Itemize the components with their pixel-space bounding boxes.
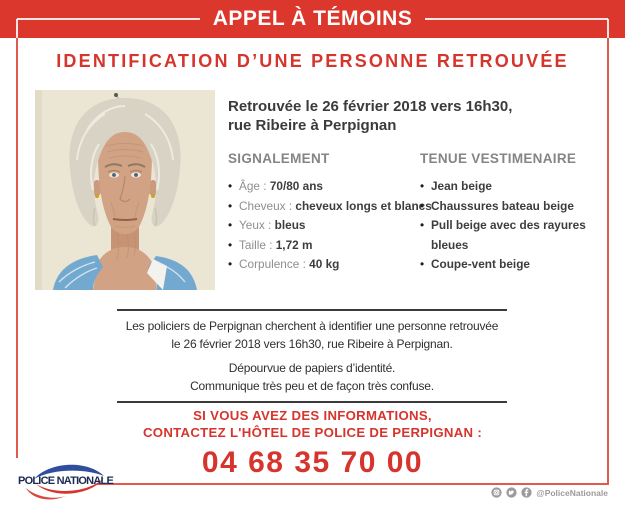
poster-title: IDENTIFICATION D’UNE PERSONNE RETROUVÉE — [56, 51, 569, 71]
signalement-list — [228, 177, 432, 275]
notice-line: le 26 février 2018 vers 16h30, rue Ribeire à Perpignan. — [171, 337, 453, 351]
list-item-pull — [420, 216, 594, 255]
item-label: Âge : — [239, 179, 267, 193]
banner-title: APPEL À TÉMOINS — [212, 7, 413, 30]
found-info — [228, 97, 512, 135]
frame-border-left — [16, 38, 18, 458]
item-value: 40 kg — [309, 257, 340, 271]
list-item-yeux — [228, 216, 416, 236]
police-nationale-logo — [14, 457, 118, 503]
banner-rule-right — [425, 18, 608, 20]
social-handle: @PoliceNationale — [536, 487, 608, 498]
item-value: cheveux longs et blancs — [295, 198, 432, 213]
item-value: Chaussures bateau beige — [431, 198, 574, 213]
facebook-icon — [521, 487, 532, 498]
notice-line: Les policiers de Perpignan cherchent à identifier une personne retrouvée — [125, 319, 499, 333]
frame-border-bottom — [97, 483, 609, 485]
found-person-photo — [35, 90, 215, 290]
notice-paragraph-2 — [117, 359, 507, 395]
twitter-icon — [506, 487, 517, 498]
list-item-chaussures — [420, 197, 594, 217]
item-value: bleus — [274, 218, 306, 232]
banner-rule-left — [17, 18, 200, 20]
frame-stub-right — [607, 19, 609, 38]
tenue-header: TENUE VESTIMENAIRE — [420, 151, 577, 166]
item-label: Cheveux : — [239, 198, 293, 213]
contact-line-2: CONTACTEZ L'HÔTEL DE POLICE DE PERPIGNAN : — [142, 424, 483, 440]
found-line-2: rue Ribeire à Perpignan — [228, 117, 397, 134]
list-item-cheveux — [228, 197, 432, 217]
item-value: Coupe-vent beige — [431, 257, 530, 271]
list-item-corpulence — [228, 255, 416, 275]
contact-line-1: SI VOUS AVEZ DES INFORMATIONS, — [193, 408, 432, 423]
item-label: Taille : — [239, 237, 273, 252]
list-item-jean — [420, 177, 594, 197]
social-bar — [491, 487, 608, 498]
notice-line: Dépourvue de papiers d’identité. — [228, 361, 396, 375]
item-label: Yeux : — [239, 218, 272, 232]
signalement-header: SIGNALEMENT — [228, 151, 330, 166]
tenue-list — [420, 177, 594, 275]
item-label: Corpulence : — [239, 257, 306, 271]
phone-number: 04 68 35 70 00 — [201, 446, 424, 479]
instagram-icon — [491, 487, 502, 498]
logo-text: POLICE NATIONALE — [18, 475, 114, 487]
portrait-illustration — [35, 90, 215, 290]
item-value: Jean beige — [431, 179, 492, 193]
item-value: 70/80 ans — [269, 179, 323, 193]
list-item-taille — [228, 236, 416, 256]
notice-box — [117, 309, 507, 403]
signalement-section — [228, 151, 432, 275]
found-line-1: Retrouvée le 26 février 2018 vers 16h30, — [228, 98, 513, 115]
frame-stub-left — [16, 19, 18, 38]
list-item-coupe-vent — [420, 255, 594, 275]
notice-line: Communique très peu et de façon très confuse. — [190, 379, 434, 393]
tenue-section — [420, 151, 594, 275]
banner — [0, 0, 625, 38]
item-value: Pull beige avec des rayures bleues — [431, 218, 586, 252]
notice-paragraph-1 — [117, 317, 507, 353]
item-value: 1,72 m — [275, 237, 313, 252]
list-item-age — [228, 177, 416, 197]
